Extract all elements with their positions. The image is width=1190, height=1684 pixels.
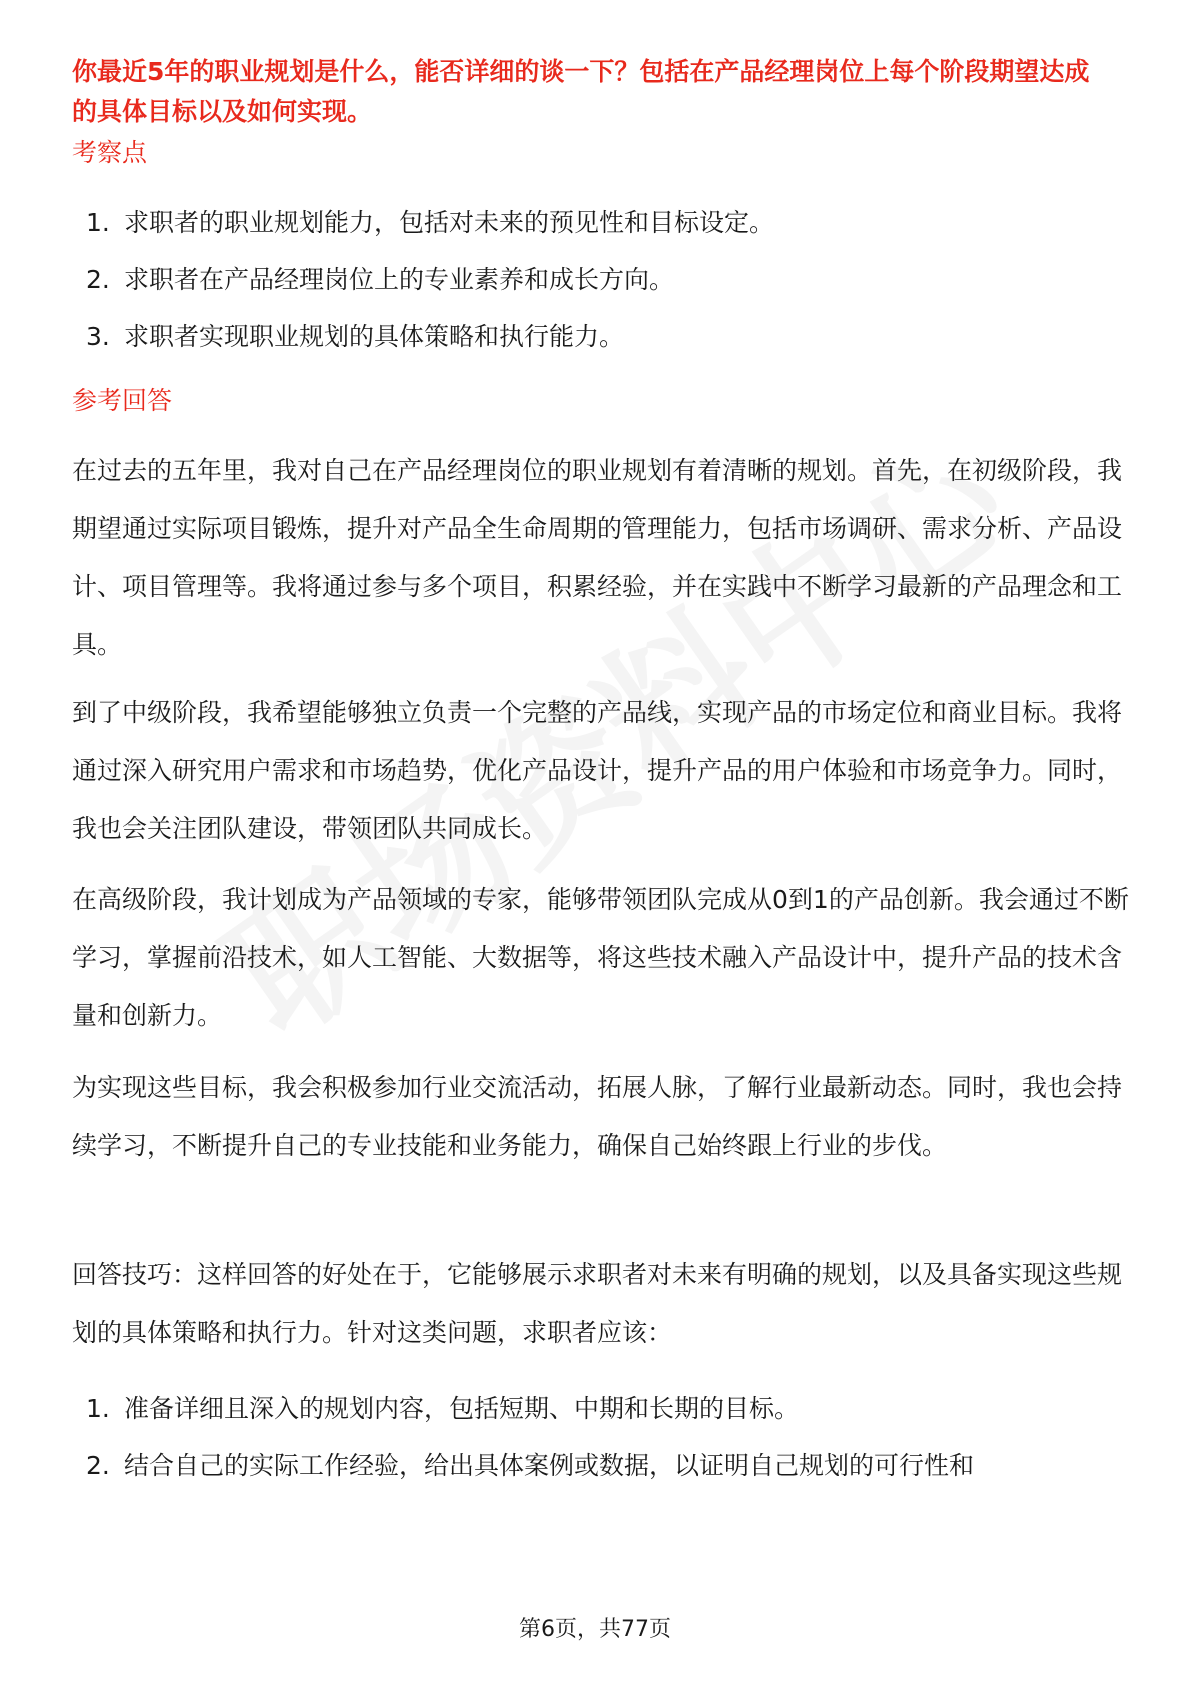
question-heading: 你最近5年的职业规划是什么，能否详细的谈一下？包括在产品经理岗位上每个阶段期望达成的具体目标以及如何实现。 (72, 57, 1090, 126)
tips-intro: 回答技巧：这样回答的好处在于，它能够展示求职者对未来有明确的规划，以及具备实现这些规划的具体策略和执行力。针对这类问题，求职者应该： (72, 1260, 1123, 1347)
section-title-answer: 参考回答 (72, 386, 173, 415)
list-item: 1. 准备详细且深入的规划内容，包括短期、中期和长期的目标。 (86, 1394, 800, 1423)
page-number: 第6页，共77页 (519, 1617, 671, 1642)
list-item: 3. 求职者实现职业规划的具体策略和执行能力。 (86, 322, 625, 351)
tips-list (72, 1389, 1132, 1503)
list-item: 2. 结合自己的实际工作经验，给出具体案例或数据，以证明自己规划的可行性和 (86, 1451, 975, 1480)
list-item: 2. 求职者在产品经理岗位上的专业素养和成长方向。 (86, 265, 675, 294)
list-item: 1. 求职者的职业规划能力，包括对未来的预见性和目标设定。 (86, 208, 775, 237)
section-title-points: 考察点 (72, 138, 148, 167)
points-list (72, 203, 1132, 374)
answer-paragraph: 在高级阶段，我计划成为产品领域的专家，能够带领团队完成从0到1的产品创新。我会通过不断学习，掌握前沿技术，如人工智能、大数据等，将这些技术融入产品设计中，提升产品的技术含量和创新力。 (72, 885, 1129, 1030)
answer-paragraph: 在过去的五年里，我对自己在产品经理岗位的职业规划有着清晰的规划。首先，在初级阶段，我期望通过实际项目锻炼，提升对产品全生命周期的管理能力，包括市场调研、需求分析、产品设计、项目管理等。我将通过参与多个项目，积累经验，并在实践中不断学习最新的产品理念和工具。 (72, 456, 1123, 659)
answer-paragraph: 到了中级阶段，我希望能够独立负责一个完整的产品线，实现产品的市场定位和商业目标。我将通过深入研究用户需求和市场趋势，优化产品设计，提升产品的用户体验和市场竞争力。同时，我也会关注团队建设，带领团队共同成长。 (72, 698, 1123, 843)
answer-paragraph: 为实现这些目标，我会积极参加行业交流活动，拓展人脉，了解行业最新动态。同时，我也会持续学习，不断提升自己的专业技能和业务能力，确保自己始终跟上行业的步伐。 (72, 1073, 1123, 1160)
